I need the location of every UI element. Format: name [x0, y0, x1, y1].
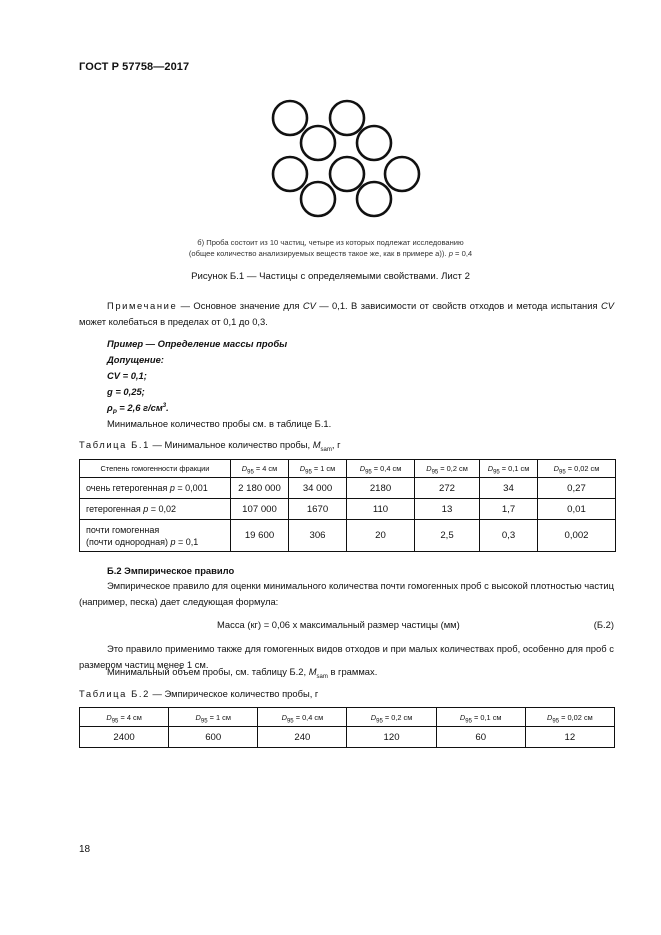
table-cell: 120	[347, 727, 436, 748]
section-b2-title: Б.2 Эмпирическое правило	[107, 565, 235, 576]
example-block	[107, 336, 614, 432]
table-row	[80, 499, 616, 520]
row-label: гетерогенная p = 0,02	[80, 499, 231, 520]
table-row	[80, 520, 616, 552]
table-cell: 272	[415, 478, 480, 499]
page-number: 18	[79, 844, 91, 855]
table1-header-col: $D_{95} = 0,02$ см	[538, 460, 616, 478]
example-cv: CV = 0,1;	[107, 370, 147, 381]
table-cell: 2400	[80, 727, 169, 748]
particle	[273, 157, 307, 191]
table-cell: 2,5	[415, 520, 480, 552]
table-cell: 0,27	[538, 478, 616, 499]
particle	[357, 182, 391, 216]
table1-header-col: $D_{95} = 1$ см	[289, 460, 347, 478]
table-row	[80, 478, 616, 499]
table-cell: 110	[347, 499, 415, 520]
particle	[357, 126, 391, 160]
table-cell: 34 000	[289, 478, 347, 499]
example-ref: Минимальное количество пробы см. в таблице Б.1.	[107, 418, 332, 429]
table2-header-col: $D_{95} = 1$ см	[169, 708, 258, 727]
table-cell: 0,01	[538, 499, 616, 520]
table1-header-col: $D_{95} = 4$ см	[231, 460, 289, 478]
particle	[385, 157, 419, 191]
document-header: ГОСТ Р 57758—2017	[79, 61, 190, 73]
particle	[273, 101, 307, 135]
table-row	[80, 727, 615, 748]
table-cell: 1,7	[480, 499, 538, 520]
example-assumption: Допущение:	[107, 354, 164, 365]
table-cell: 19 600	[231, 520, 289, 552]
table1-header-col: $D_{95} = 0,2$ см	[415, 460, 480, 478]
table-cell: 12	[525, 727, 614, 748]
example-title: Пример — Определение массы пробы	[107, 338, 288, 349]
table-cell: 0,002	[538, 520, 616, 552]
particle	[330, 157, 364, 191]
table-cell: 306	[289, 520, 347, 552]
particle	[330, 101, 364, 135]
row-label: почти гомогенная (почти однородная) p = 0,1	[80, 520, 231, 552]
table1	[79, 459, 616, 552]
table1-caption: Таблица Б.1 — Минимальное количество пробы, $M_{sam}$, г	[79, 439, 341, 453]
figure-title: Рисунок Б.1 — Частицы с определяемыми свойствами. Лист 2	[191, 271, 470, 282]
formula: Масса (кг) = 0,06 х максимальный размер частицы (мм)	[217, 619, 460, 630]
section-b2-para3: Минимальный объем пробы, см. таблицу Б.2, $M_{sam}$ в граммах.	[107, 666, 378, 680]
particles-figure	[268, 95, 428, 225]
table-cell: 600	[169, 727, 258, 748]
formula-number: (Б.2)	[593, 619, 614, 630]
row-label: очень гетерогенная p = 0,001	[80, 478, 231, 499]
table-cell: 2180	[347, 478, 415, 499]
table1-header-col: $D_{95} = 0,1$ см	[480, 460, 538, 478]
table2	[79, 707, 615, 748]
table-cell: 60	[436, 727, 525, 748]
section-b2-para2: Это правило применимо также для гомогенных видов отходов и при малых количествах проб, особенно для проб с размером частиц менее 1 см.	[79, 643, 614, 670]
particle	[301, 182, 335, 216]
table-cell: 0,3	[480, 520, 538, 552]
table2-header-col: $D_{95} = 4$ см	[80, 708, 169, 727]
table-cell: 107 000	[231, 499, 289, 520]
table-cell: 240	[258, 727, 347, 748]
table-cell: 13	[415, 499, 480, 520]
table2-header-col: $D_{95} = 0,2$ см	[347, 708, 436, 727]
particle	[301, 126, 335, 160]
table-cell: 20	[347, 520, 415, 552]
table-cell: 34	[480, 478, 538, 499]
table-cell: 2 180 000	[231, 478, 289, 499]
table2-header-col: $D_{95} = 0,02$ см	[525, 708, 614, 727]
example-rho: $\rho_P = 2,6$ $г/см^3$.	[107, 402, 169, 416]
table2-header-col: $D_{95} = 0,4$ см	[258, 708, 347, 727]
note-paragraph: Примечание — Основное значение для CV — 0,1. В зависимости от свойств отходов и метода испытания CV может колебаться в пределах от 0,1 до 0,3.	[79, 300, 614, 327]
table2-caption: Таблица Б.2 — Эмпирическое количество пробы, г	[79, 688, 319, 699]
table-cell: 1670	[289, 499, 347, 520]
figure-caption-line2: (общее количество анализируемых веществ такое же, как в примере а)). p = 0,4	[188, 249, 473, 258]
table1-header-col: $D_{95} = 0,4$ см	[347, 460, 415, 478]
example-g: g = 0,25;	[107, 386, 145, 397]
table1-header-fraction: Степень гомогенности фракции	[80, 460, 231, 478]
figure-caption-line1: б) Проба состоит из 10 частиц, четыре из которых подлежат исследованию	[197, 238, 464, 247]
table2-header-col: $D_{95} = 0,1$ см	[436, 708, 525, 727]
section-b2-para1: Эмпирическое правило для оценки минимального количества почти гомогенных проб с высокой плотностью частиц (например, песка) дает следующая формула:	[79, 580, 614, 607]
